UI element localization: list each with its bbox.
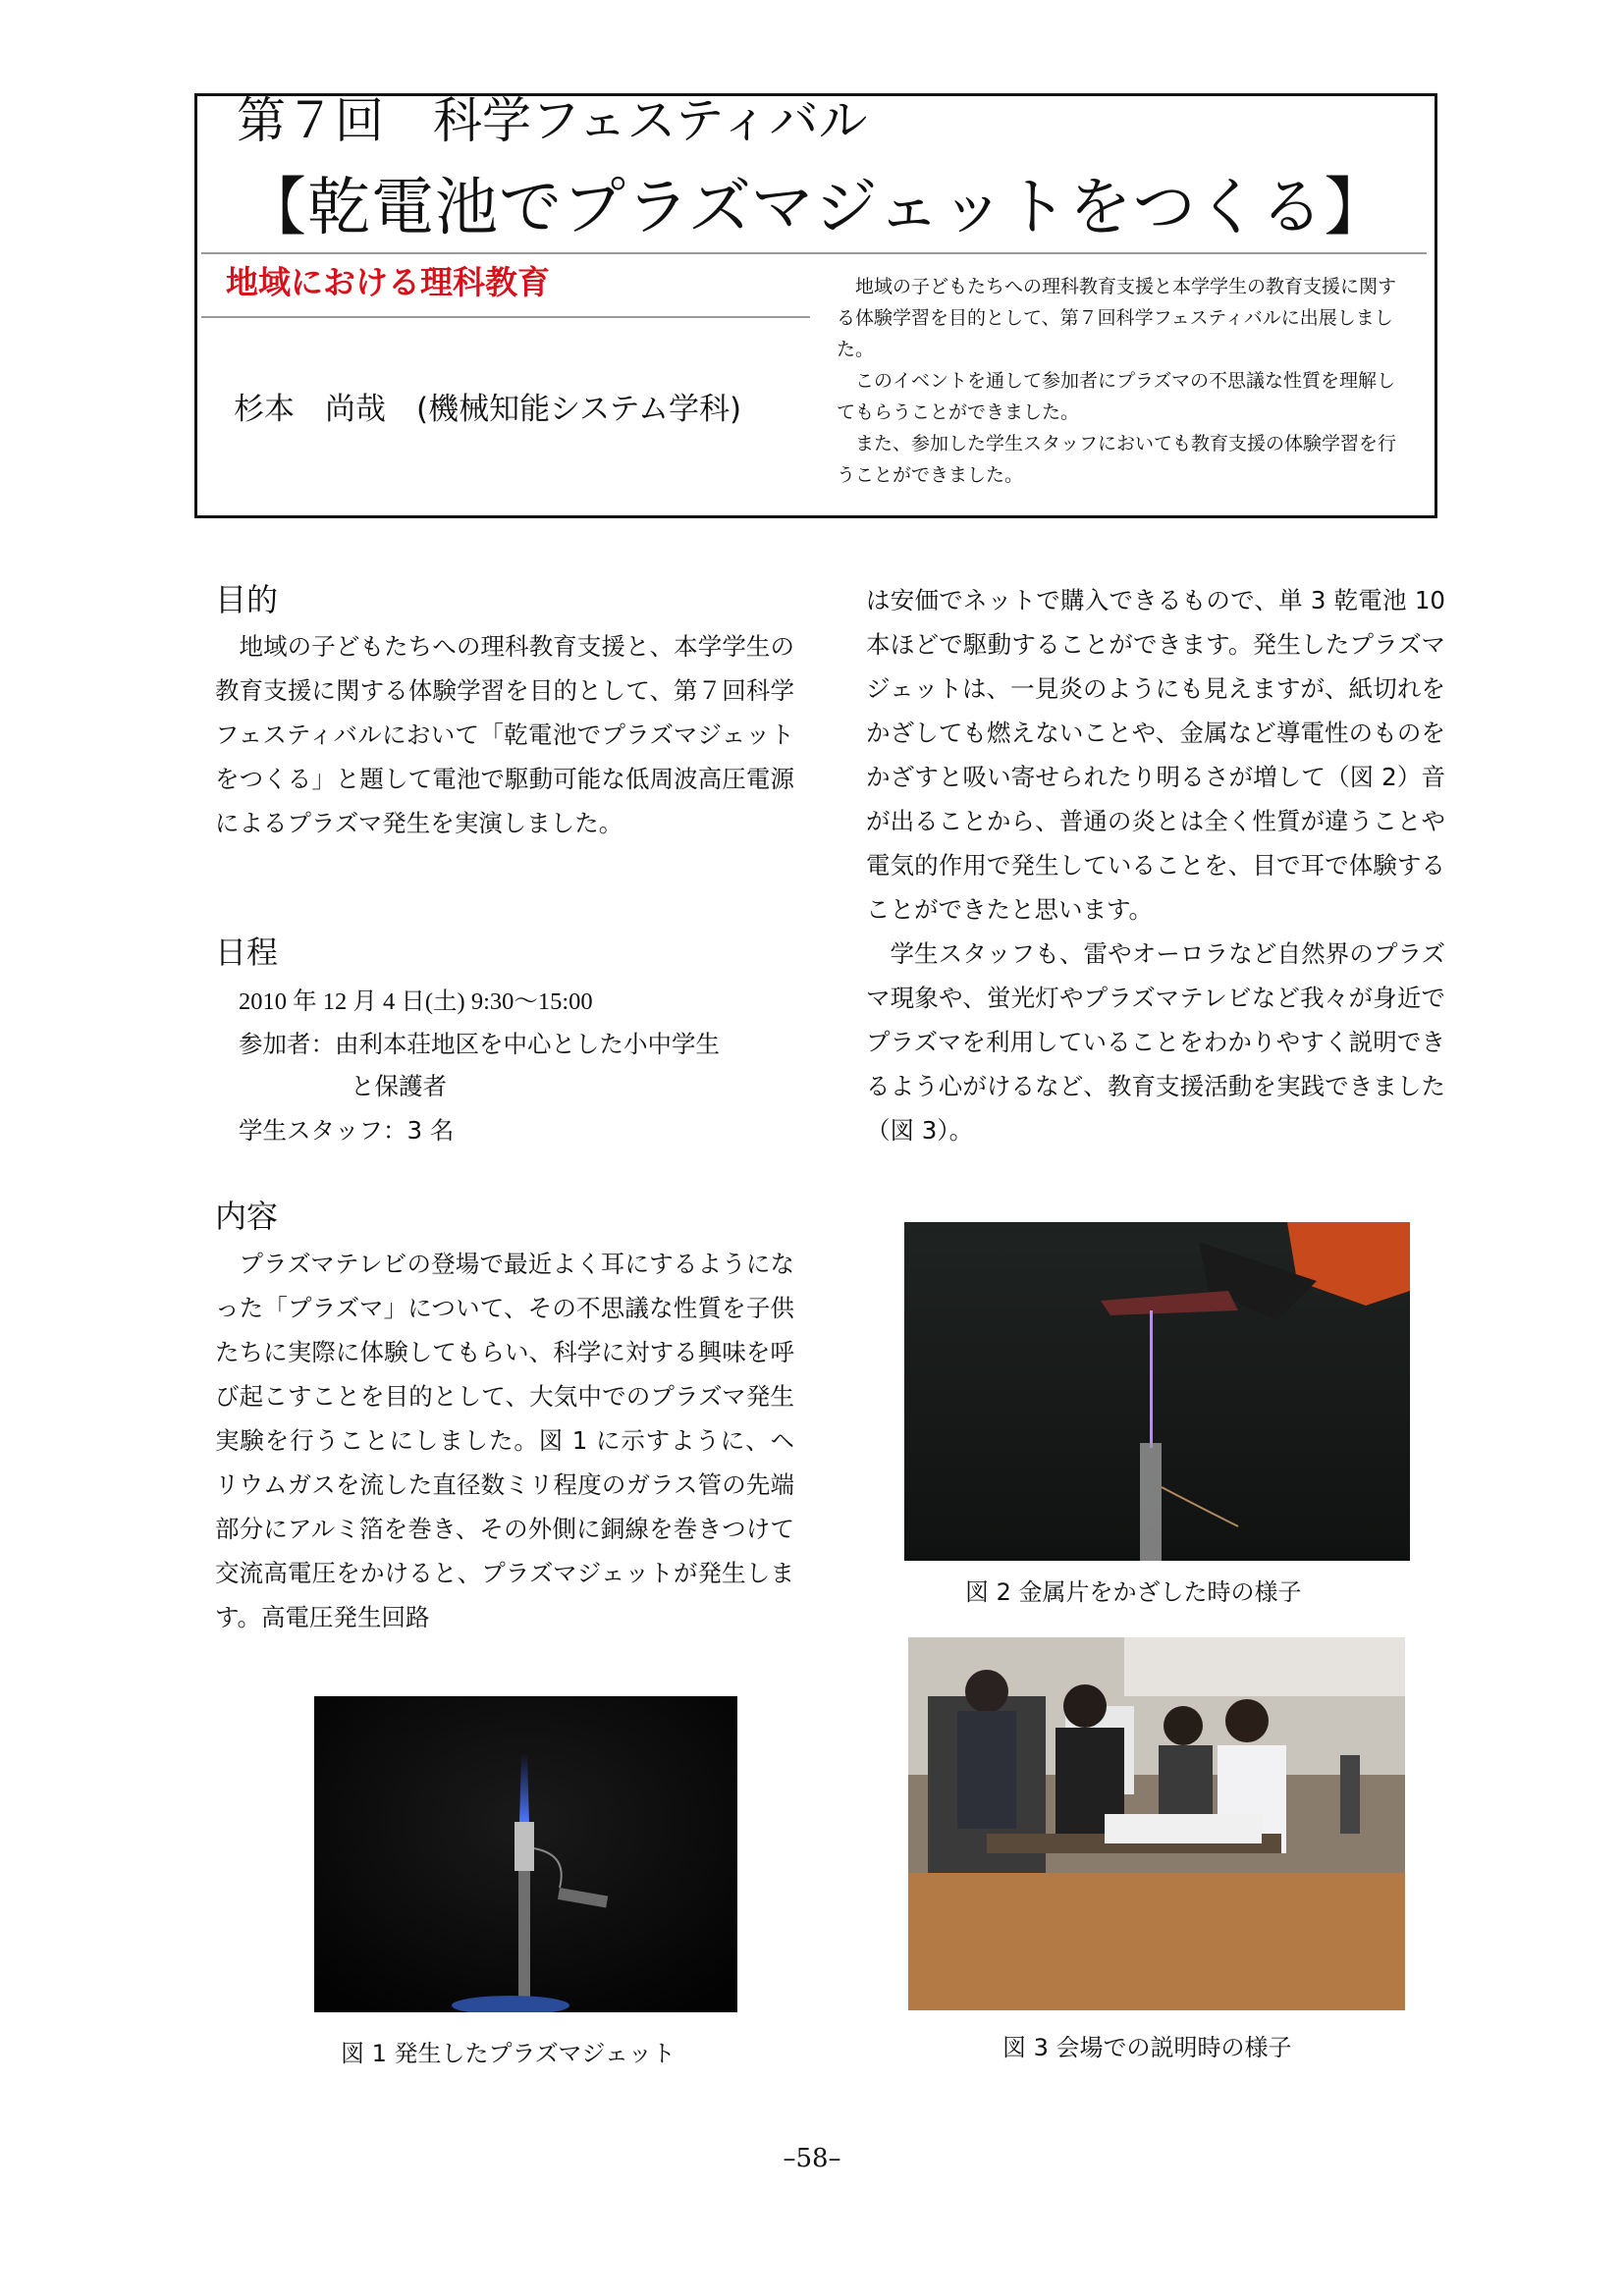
figure-3-caption: 図 3 会場での説明時の様子 [1002, 2034, 1292, 2061]
purpose-heading: 目的 [215, 581, 279, 618]
abstract-paragraph: このイベントを通して参加者にプラズマの不思議な性質を理解してもらうことができました。 [837, 370, 1396, 423]
schedule-staff: 学生スタッフ：3 名 [239, 1116, 455, 1145]
schedule-participants-cont: と保護者 [351, 1072, 447, 1100]
purpose-paragraph: 地域の子どもたちへの理科教育支援と、本学学生の教育支援に関する体験学習を目的として、第７回科学フェスティバルにおいて「乾電池でプラズマジェットをつくる」と題して電池で駆動可能な低周波高圧電源によるプラズマ発生を実演しました。 [215, 632, 794, 837]
schedule-participants: 参加者：由利本荘地区を中心とした小中学生 [239, 1030, 720, 1058]
continued-paragraph: は安価でネットで購入できるもので、単 3 乾電池 10 本ほどで駆動することができます。発生したプラズマジェットは、一見炎のようにも見えますが、紙切れをかざしても燃えないことや、金属など導電性のものをかざすと吸い寄せられたり明るさが増して（図 2）音が出ることから、普通の炎とは全く性質が違うことや電気的作用で発生していることを、目で耳で体験することができたと思います。 [866, 586, 1445, 924]
page-title: 【乾電池でプラズマジェットをつくる】 [244, 172, 1388, 244]
figure-3-photo [908, 1637, 1405, 2010]
author-line: 杉本 尚哉 (機械知能システム学科) [234, 392, 742, 427]
metal-piece-image [904, 1222, 1410, 1561]
series-title: 第７回 科学フェスティバル [237, 92, 868, 149]
content-paragraph: プラズマテレビの登場で最近よく耳にするようになった「プラズマ」について、その不思議な性質を子供たちに実際に体験してもらい、科学に対する興味を呼び起こすことを目的として、大気中でのプラズマ発生実験を行うことにしました。図 1 に示すように、ヘリウムガスを流した直径数ミリ程度のガラス管の先端部分にアルミ箔を巻き、その外側に銅線を巻きつけて交流高電圧をかけると、プラズマジェットが発生します。高電圧発生回路 [215, 1250, 794, 1631]
plasma-jet-image [314, 1696, 737, 2012]
purpose-body [215, 624, 794, 845]
figure-1-caption: 図 1 発生したプラズマジェット [341, 2040, 676, 2067]
abstract-paragraph: また、参加した学生スタッフにおいても教育支援の体験学習を行うことができました。 [837, 433, 1397, 486]
category-divider [201, 316, 810, 318]
title-divider [201, 252, 1427, 254]
content-body [215, 1242, 794, 1639]
staff-paragraph: 学生スタッフも、雷やオーロラなど自然界のプラズマ現象や、蛍光灯やプラズマテレビなど我々が身近でプラズマを利用していることをわかりやすく説明できるよう心がけるなど、教育支援活動を実践できました（図 3）。 [866, 939, 1445, 1145]
abstract [837, 271, 1396, 491]
schedule-date: 2010 年 12 月 4 日(土) 9:30～15:00 [239, 988, 593, 1015]
page-number: –58– [783, 2144, 841, 2173]
figure-2-photo [904, 1222, 1410, 1561]
content-heading: 内容 [215, 1198, 279, 1235]
figure-1-photo [314, 1696, 737, 2012]
schedule-heading: 日程 [215, 934, 279, 971]
venue-explanation-image [908, 1637, 1405, 2010]
right-column-text [866, 578, 1445, 1152]
category-label: 地域における理科教育 [226, 263, 550, 301]
abstract-paragraph: 地域の子どもたちへの理科教育支援と本学学生の教育支援に関する体験学習を目的として、第７回科学フェスティバルに出展しました。 [837, 276, 1397, 360]
figure-2-caption: 図 2 金属片をかざした時の様子 [965, 1578, 1302, 1606]
